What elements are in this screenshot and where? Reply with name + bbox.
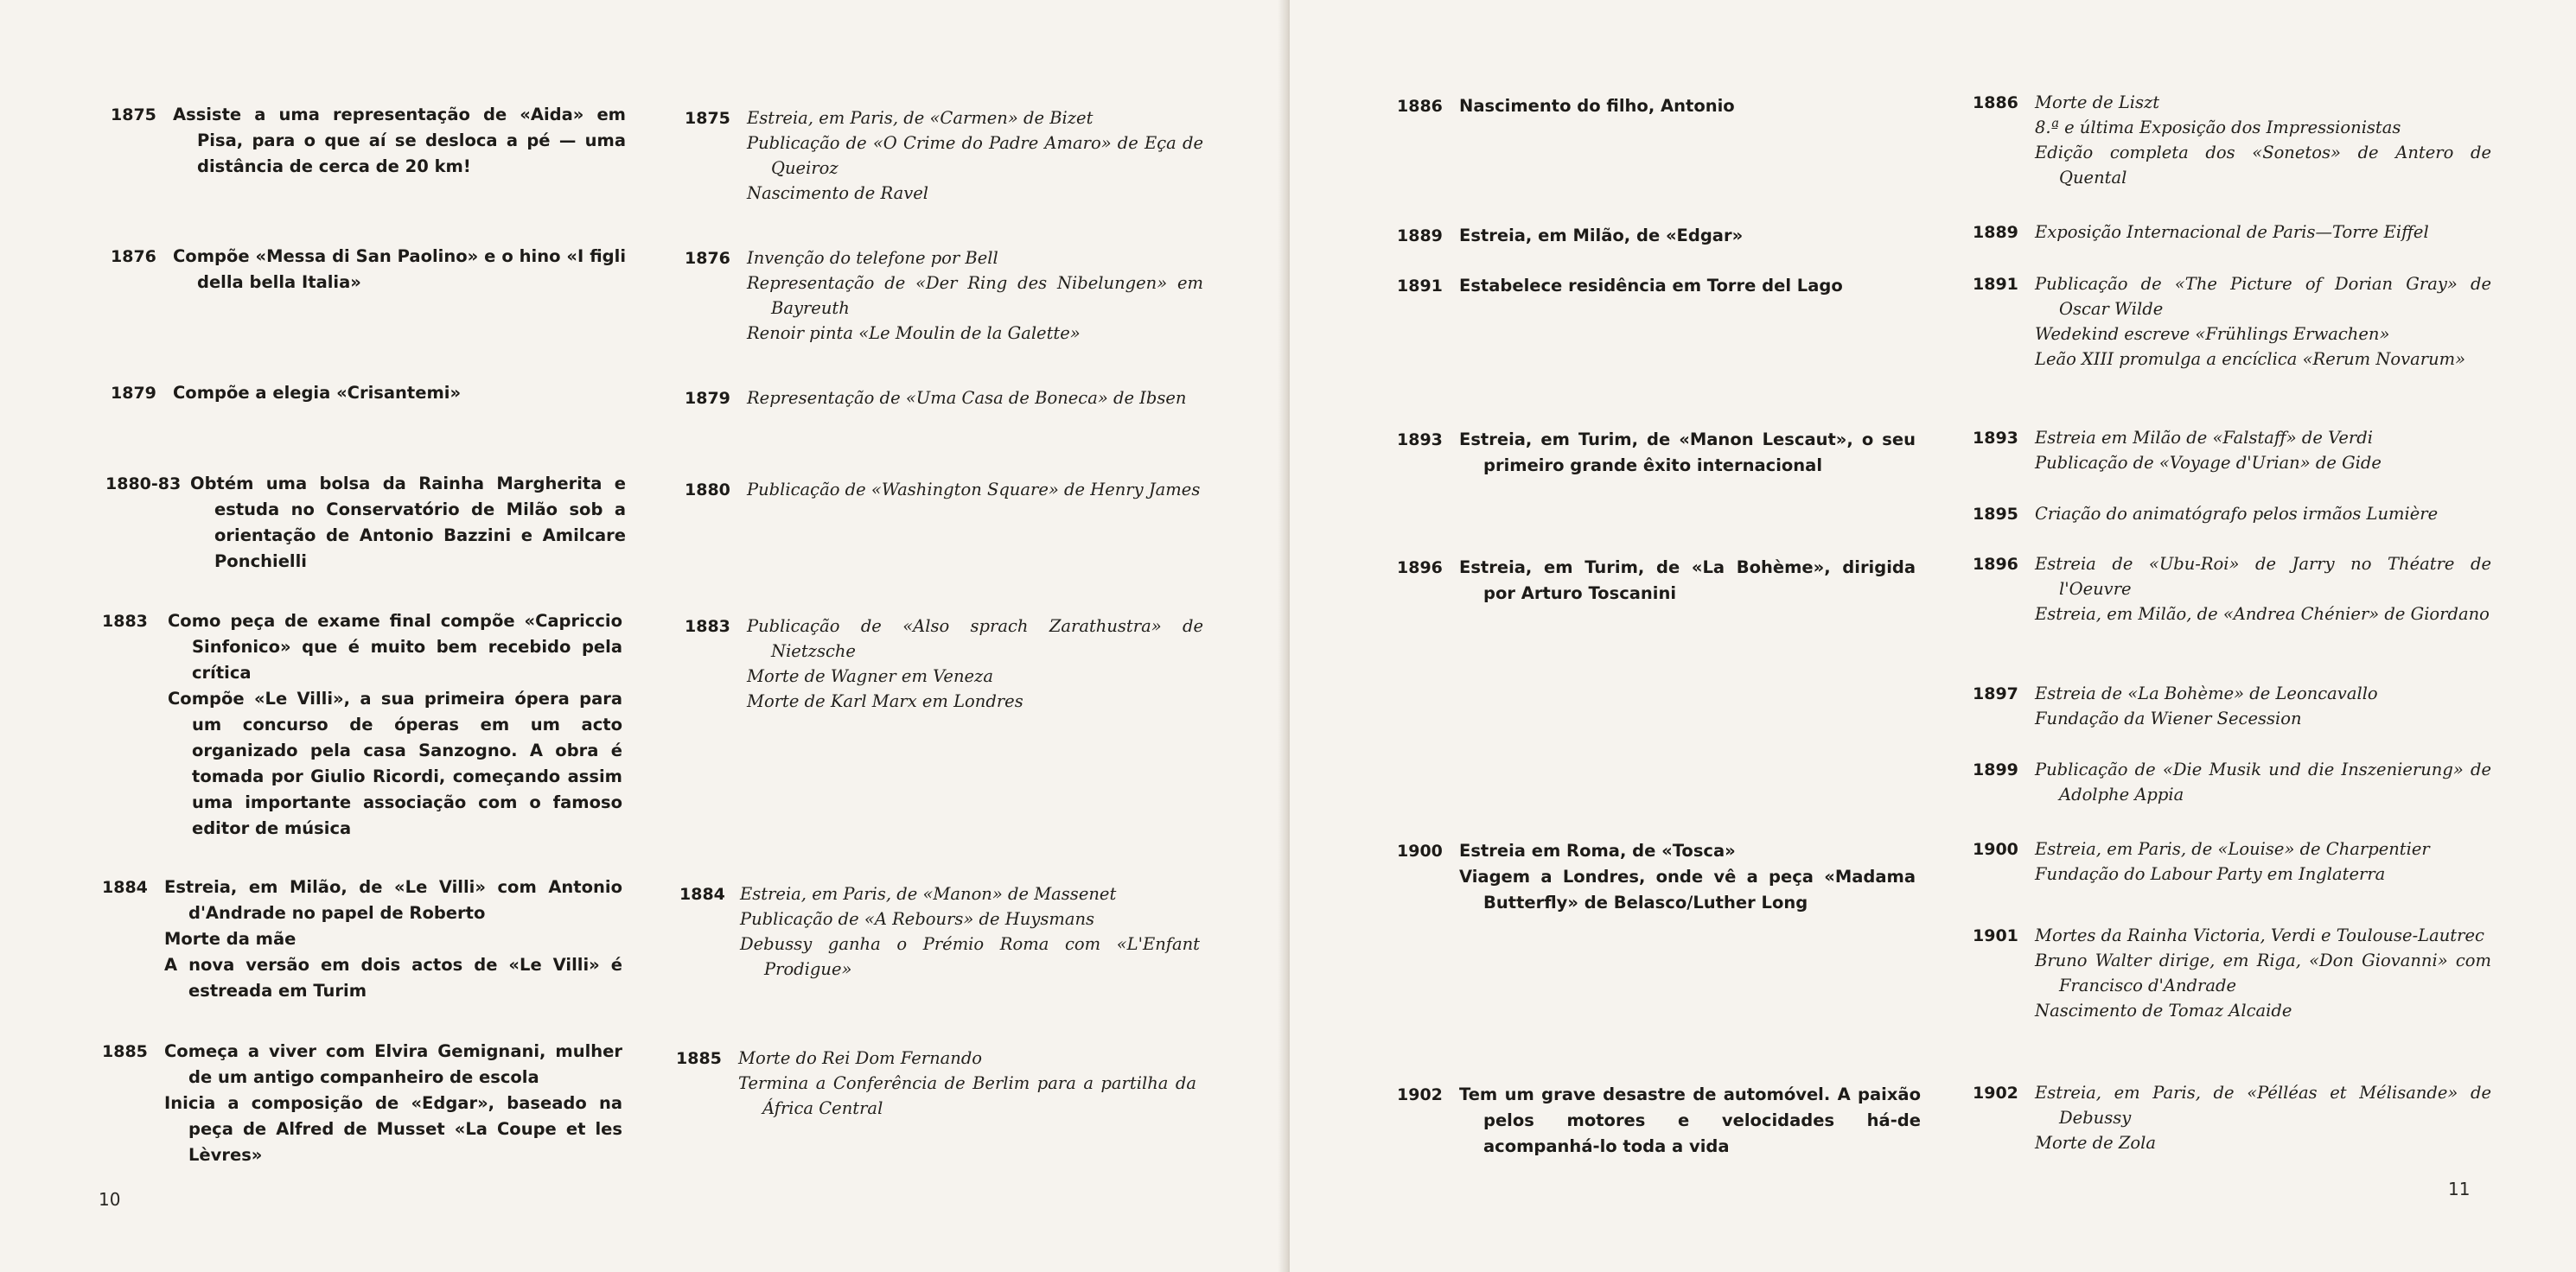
entry-year: 1891 bbox=[1973, 275, 2018, 294]
entry-line: Fundação do Labour Party em Inglaterra bbox=[2035, 864, 2386, 884]
entry-text bbox=[747, 245, 1203, 346]
entry-text bbox=[1459, 427, 1916, 479]
entry-line: Tem um grave desastre de automóvel. A paixão pelos motores e velocidades há-de acompanhá-lo toda a vida bbox=[1459, 1084, 1921, 1156]
entry-text bbox=[1459, 555, 1916, 607]
entry-text bbox=[747, 477, 1203, 502]
entry-year: 1897 bbox=[1973, 684, 2018, 703]
entry-year: 1893 bbox=[1397, 430, 1443, 449]
entry-text bbox=[747, 105, 1203, 206]
entry-year: 1896 bbox=[1973, 555, 2018, 574]
entry-line: Morte do Rei Dom Fernando bbox=[738, 1048, 983, 1068]
entry-line: Morte de Zola bbox=[2035, 1133, 2156, 1153]
page-number-right: 11 bbox=[2448, 1179, 2471, 1199]
entry-year: 1884 bbox=[102, 878, 148, 897]
entry-text bbox=[2035, 681, 2491, 731]
entry-year: 1902 bbox=[1397, 1085, 1443, 1104]
entry-year: 1896 bbox=[1397, 558, 1443, 577]
entry-year: 1879 bbox=[111, 384, 156, 403]
entry-text bbox=[2035, 551, 2491, 626]
entry-line: Invenção do telefone por Bell bbox=[747, 248, 998, 268]
entry-line: Publicação de «A Rebours» de Huysmans bbox=[740, 909, 1095, 929]
entry-line: Publicação de «Voyage d'Urian» de Gide bbox=[2035, 453, 2382, 473]
entry-line: 8.ª e última Exposição dos Impressionistas bbox=[2035, 118, 2401, 137]
entry-line: Nascimento de Ravel bbox=[747, 183, 928, 203]
entry-line: Estreia, em Paris, de «Manon» de Massenet bbox=[740, 884, 1117, 904]
entry-text bbox=[747, 385, 1203, 410]
entry-text bbox=[2035, 501, 2500, 526]
entry-year: 1895 bbox=[1973, 505, 2018, 524]
entry-line: Bruno Walter dirige, em Riga, «Don Giovanni» com Francisco d'Andrade bbox=[2035, 951, 2491, 995]
entry-text bbox=[2035, 219, 2500, 245]
entry-line: Assiste a uma representação de «Aida» em Pisa, para o que aí se desloca a pé — uma distância de cerca de 20 km! bbox=[173, 105, 626, 176]
entry-line: Estreia, em Milão, de «Andrea Chénier» de Giordano bbox=[2035, 604, 2490, 624]
entry-year: 1889 bbox=[1397, 226, 1443, 245]
entry-year: 1885 bbox=[676, 1049, 722, 1068]
entry-line: A nova versão em dois actos de «Le Villi» é estreada em Turim bbox=[164, 955, 622, 1001]
entry-year: 1875 bbox=[111, 105, 156, 124]
entry-line: Debussy ganha o Prémio Roma com «L'Enfant Prodigue» bbox=[740, 934, 1200, 979]
entry-line: Publicação de «O Crime do Padre Amaro» de Eça de Queiroz bbox=[747, 133, 1203, 178]
entry-line: Estreia de «Ubu-Roi» de Jarry no Théatre de l'Oeuvre bbox=[2035, 554, 2491, 599]
entry-line: Estreia em Roma, de «Tosca» bbox=[1459, 841, 1736, 861]
entry-line: Compõe «Messa di San Paolino» e o hino «I figli della bella Italia» bbox=[173, 246, 626, 292]
entry-text bbox=[1459, 223, 1950, 249]
entry-line: Estreia, em Paris, de «Pélléas et Mélisande» de Debussy bbox=[2035, 1083, 2491, 1128]
entry-line: Estreia, em Milão, de «Edgar» bbox=[1459, 226, 1744, 245]
entry-text bbox=[2035, 90, 2491, 190]
entry-year: 1886 bbox=[1973, 93, 2018, 112]
entry-line: Representação de «Uma Casa de Boneca» de Ibsen bbox=[747, 388, 1187, 408]
entry-text bbox=[173, 380, 626, 406]
entry-line: Morte da mãe bbox=[164, 929, 296, 949]
entry-line: Wedekind escreve «Frühlings Erwachen» bbox=[2035, 324, 2390, 344]
entry-text bbox=[2035, 836, 2491, 887]
entry-line: Começa a viver com Elvira Gemignani, mulher de um antigo companheiro de escola bbox=[164, 1041, 622, 1087]
entry-line: Estreia de «La Bohème» de Leoncavallo bbox=[2035, 684, 2378, 703]
entry-line: Estreia, em Milão, de «Le Villi» com Antonio d'Andrade no papel de Roberto bbox=[164, 877, 622, 923]
entry-line: Estreia, em Turim, de «La Bohème», dirigida por Arturo Toscanini bbox=[1459, 557, 1916, 603]
entry-line: Estabelece residência em Torre del Lago bbox=[1459, 276, 1843, 296]
entry-text bbox=[190, 471, 626, 575]
entry-line: Exposição Internacional de Paris—Torre Eiffel bbox=[2035, 222, 2429, 242]
entry-line: Obtém uma bolsa da Rainha Margherita e estuda no Conservatório de Milão sob a orientação de Antonio Bazzini e Amilcare Ponchielli bbox=[190, 474, 626, 571]
entry-text bbox=[2035, 1080, 2491, 1155]
entry-text bbox=[740, 881, 1200, 982]
entry-year: 1876 bbox=[685, 249, 730, 268]
entry-year: 1902 bbox=[1973, 1084, 2018, 1103]
entry-text bbox=[164, 874, 622, 1004]
entry-text bbox=[738, 1046, 1196, 1121]
left-page bbox=[0, 0, 1286, 1272]
entry-year: 1889 bbox=[1973, 223, 2018, 242]
entry-line: Morte de Liszt bbox=[2035, 92, 2160, 112]
entry-text bbox=[1459, 1082, 1921, 1160]
entry-line: Compõe a elegia «Crisantemi» bbox=[173, 383, 462, 403]
entry-year: 1885 bbox=[102, 1042, 148, 1061]
entry-year: 1875 bbox=[685, 109, 730, 128]
entry-year: 1880-83 bbox=[105, 474, 182, 493]
entry-text bbox=[168, 608, 622, 842]
entry-line: Publicação de «Washington Square» de Henry James bbox=[747, 480, 1201, 499]
entry-line: Nascimento de Tomaz Alcaide bbox=[2035, 1001, 2292, 1021]
entry-line: Compõe «Le Villi», a sua primeira ópera para um concurso de óperas em um acto organizado pela casa Sanzogno. A obra é tomada por Giulio Ricordi, começando assim uma importante associação com o famoso editor de música bbox=[168, 689, 622, 838]
entry-year: 1883 bbox=[102, 612, 148, 631]
entry-line: Morte de Wagner em Veneza bbox=[747, 666, 993, 686]
entry-line: Inicia a composição de «Edgar», baseado na peça de Alfred de Musset «La Coupe et les Lèvres» bbox=[164, 1093, 622, 1165]
entry-year: 1880 bbox=[685, 480, 730, 499]
entry-text bbox=[2035, 923, 2491, 1023]
entry-text bbox=[1459, 273, 1950, 299]
entry-line: Estreia, em Paris, de «Louise» de Charpentier bbox=[2035, 839, 2430, 859]
entry-line: Publicação de «Also sprach Zarathustra» de Nietzsche bbox=[747, 616, 1203, 661]
entry-line: Fundação da Wiener Secession bbox=[2035, 709, 2302, 728]
entry-line: Criação do animatógrafo pelos irmãos Lumière bbox=[2035, 504, 2439, 524]
entry-line: Estreia, em Turim, de «Manon Lescaut», o seu primeiro grande êxito internacional bbox=[1459, 429, 1916, 475]
entry-year: 1884 bbox=[679, 885, 725, 904]
entry-line: Estreia, em Paris, de «Carmen» de Bizet bbox=[747, 108, 1094, 128]
entry-year: 1883 bbox=[685, 617, 730, 636]
entry-year: 1901 bbox=[1973, 926, 2018, 945]
entry-text bbox=[747, 614, 1203, 714]
entry-year: 1900 bbox=[1973, 840, 2018, 859]
right-page bbox=[1290, 0, 2576, 1272]
entry-text bbox=[2035, 757, 2491, 807]
entry-year: 1893 bbox=[1973, 429, 2018, 448]
entry-line: Como peça de exame final compõe «Capriccio Sinfonico» que é muito bem recebido pela crítica bbox=[168, 611, 622, 683]
entry-line: Edição completa dos «Sonetos» de Antero de Quental bbox=[2035, 143, 2491, 188]
entry-text bbox=[173, 102, 626, 180]
entry-line: Viagem a Londres, onde vê a peça «Madama Butterfly» de Belasco/Luther Long bbox=[1459, 867, 1916, 913]
entry-line: Publicação de «The Picture of Dorian Gray» de Oscar Wilde bbox=[2035, 274, 2491, 319]
entry-line: Leão XIII promulga a encíclica «Rerum Novarum» bbox=[2035, 349, 2466, 369]
entry-year: 1876 bbox=[111, 247, 156, 266]
entry-line: Termina a Conferência de Berlim para a partilha da África Central bbox=[738, 1073, 1196, 1118]
entry-year: 1891 bbox=[1397, 277, 1443, 296]
entry-line: Representação de «Der Ring des Nibelungen» em Bayreuth bbox=[747, 273, 1203, 318]
entry-line: Mortes da Rainha Victoria, Verdi e Toulouse-Lautrec bbox=[2035, 925, 2484, 945]
entry-text bbox=[2035, 271, 2491, 372]
entry-line: Renoir pinta «Le Moulin de la Galette» bbox=[747, 323, 1081, 343]
entry-text bbox=[1459, 838, 1916, 916]
page-number-left: 10 bbox=[99, 1189, 121, 1210]
entry-line: Publicação de «Die Musik und die Inszenierung» de Adolphe Appia bbox=[2035, 760, 2491, 805]
entry-line: Estreia em Milão de «Falstaff» de Verdi bbox=[2035, 428, 2373, 448]
entry-year: 1899 bbox=[1973, 760, 2018, 779]
entry-text bbox=[2035, 425, 2491, 475]
entry-line: Morte de Karl Marx em Londres bbox=[747, 691, 1023, 711]
entry-text bbox=[1459, 93, 1950, 119]
entry-text bbox=[173, 244, 626, 296]
entry-year: 1900 bbox=[1397, 842, 1443, 861]
entry-text bbox=[164, 1039, 622, 1168]
entry-line: Nascimento do filho, Antonio bbox=[1459, 96, 1735, 116]
entry-year: 1879 bbox=[685, 389, 730, 408]
entry-year: 1886 bbox=[1397, 97, 1443, 116]
